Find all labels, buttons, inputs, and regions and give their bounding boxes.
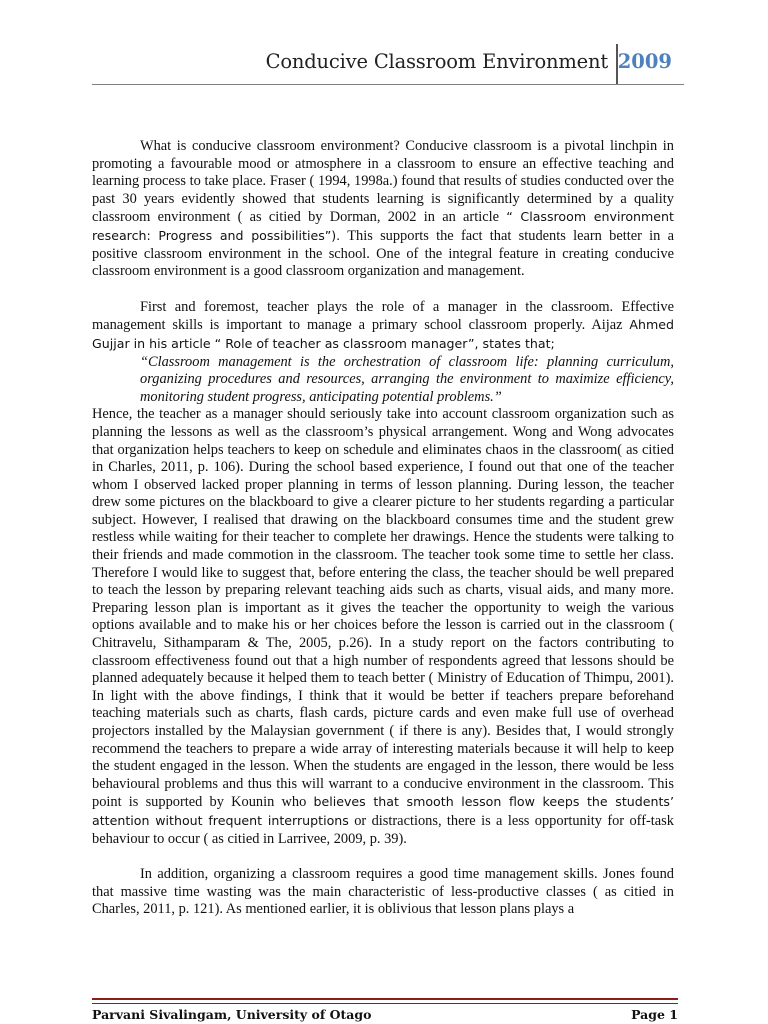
paragraph-time-management: In addition, organizing a classroom requires a good time management skills. Jones found that massive time wasting was the main characteristic of less-productive classes ( as citied in Charles, 2011, p. 121). As mentioned earlier, it is oblivious that lesson plans plays a	[92, 866, 674, 918]
paragraph-manager-text: First and foremost, teacher plays the role of a manager in the classroom. Effective management skills is important to manage a primary school classroom properly. Aijaz	[92, 298, 674, 334]
paragraph-organization	[92, 406, 674, 848]
footer-rule-thick	[92, 998, 678, 1000]
cited-article-title: “ Classroom environment research: Progress and possibilities”).	[92, 209, 674, 243]
paragraph-organization-text: Hence, the teacher as a manager should seriously take into account classroom organization such as planning the lessons as well as the classroom’s physical arrangement. Wong and Wong advocates that organization helps teachers to keep on schedule and eliminates chaos in the classroom( as citied in Charles, 2011, p. 106). During the school based experience, I found out that one of the teacher whom I observed lacked proper planning in terms of lesson planning. During lesson, the teacher drew some pictures on the blackboard to give a clearer picture to her students regarding a particular subject. However, I realised that drawing on the blackboard consumes time and the student grew restless while waiting for their teacher to complete her drawings. Hence the students were talking to their friends and made commotion in the classroom. The teacher took some time to settle her class. Therefore I would like to suggest that, before entering the class, the teacher should be well prepared to teach the lesson by preparing relevant teaching aids such as charts, visual aids, and many more. Preparing lesson plan is important as it gives the teacher the opportunity to weigh the various options available and to make his or her choices before the lesson is carried out in the classroom ( Chitravelu, Sithamparam & The, 2005, p.26). In a study report on the factors contributing to classroom effectiveness found out that a high number of respondents agreed that lessons should be planned adequately because it helped them to teach better ( Ministry of Education of Thimpu, 2001). In light with the above findings, I think that it would be better if teachers prepare beforehand teaching materials such as charts, flash cards, picture cards and even make full use of overhead projectors installed by the Malaysian government ( if there is any). Besides that, I would strongly recommend the teachers to prepare a wide array of interesting materials because it will help to keep the student engaged in the lesson. When the students are engaged in the lesson, there would be less behavioural problems and thus this will warrant to a conducive environment in the classroom. This point is supported by Kounin who	[92, 406, 674, 811]
document-year: 2009	[617, 50, 672, 73]
document-body	[92, 138, 674, 919]
page-number: Page 1	[631, 1007, 678, 1022]
footer-rule-thin	[92, 1003, 678, 1004]
paragraph-intro-rest: This supports the fact that students learn better in a positive classroom environment in the school. One of the integral feature in creating conducive classroom environment is a good classroom organization and management.	[92, 227, 675, 280]
footer-author: Parvani Sivalingam, University of Otago	[92, 1007, 372, 1022]
page-header	[92, 44, 684, 85]
paragraph-intro	[92, 138, 674, 281]
cited-author-line: Ahmed Gujjar in his article “ Role of teacher as classroom manager”, states that;	[92, 317, 674, 351]
document-title: Conducive Classroom Environment	[265, 50, 608, 73]
kounin-quote-line: believes that smooth lesson flow keeps the students’ attention without frequent interruptions	[92, 794, 674, 828]
block-quote: “Classroom management is the orchestration of classroom life: planning curriculum, organizing procedures and resources, arranging the environment to maximize efficiency, monitoring student progress, anticipating potential problems.”	[140, 353, 674, 405]
paragraph-manager	[92, 299, 674, 354]
paragraph-organization-end: or distractions, there is a less opportunity for off-task behaviour to occur ( as citied in Larrivee, 2009, p. 39).	[92, 812, 674, 847]
paragraph-intro-text: What is conducive classroom environment? Conducive classroom is a pivotal linchpin in promoting a favourable mood or atmosphere in a classroom to ensure an effective teaching and learning process to take place. Fraser ( 1994, 1998a.) found that results of studies conducted over the past 30 years evidently showed that students learning is significantly determined by a quality classroom environment ( as citied by Dorman, 2002 in an article	[92, 138, 674, 226]
